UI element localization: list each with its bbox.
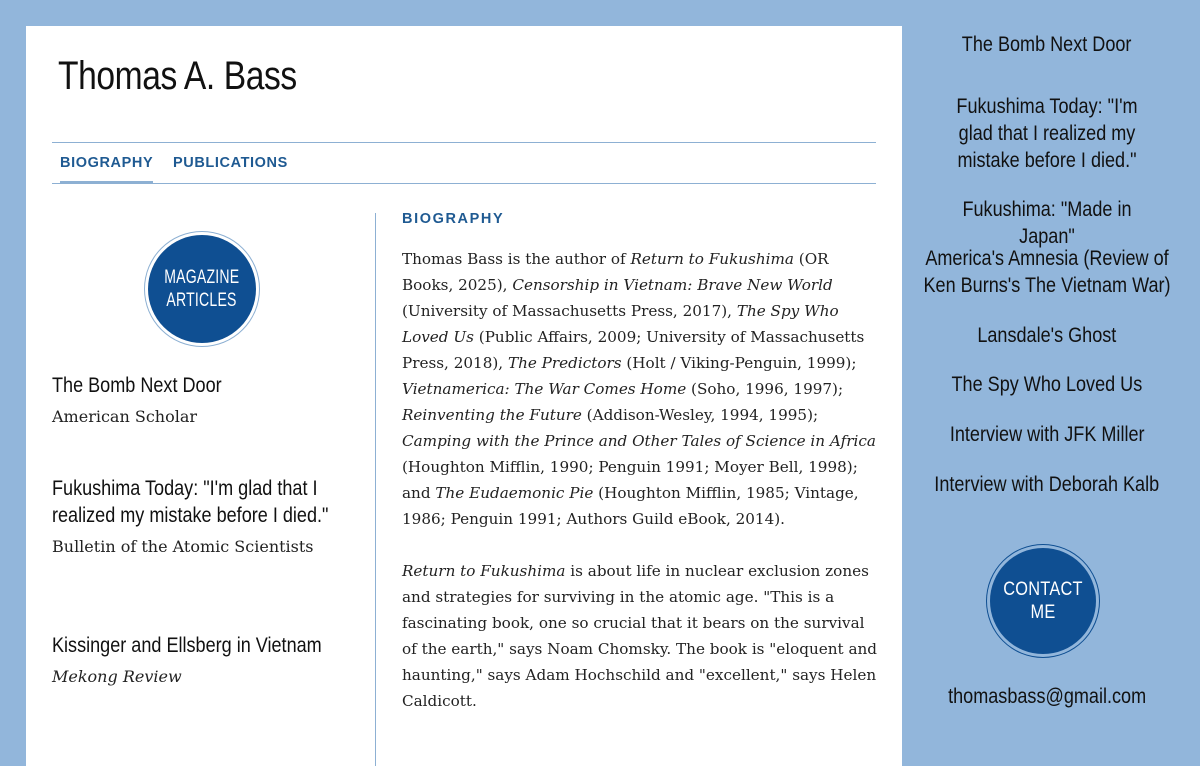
- sidebar: [916, 0, 1178, 740]
- contact-me-button[interactable]: [990, 548, 1096, 654]
- sidebar-link-interview-jfk-miller[interactable]: Interview with JFK Miller: [949, 423, 1145, 446]
- badge-line-1: MAGAZINE: [164, 267, 240, 288]
- article-source: Mekong Review: [52, 667, 182, 686]
- magazine-articles-badge[interactable]: [148, 235, 256, 343]
- sidebar-link-made-in-japan[interactable]: Fukushima: "Made in Japan": [962, 198, 1132, 248]
- site-title[interactable]: Thomas A. Bass: [58, 54, 297, 98]
- column-divider: [375, 213, 376, 766]
- article-source: Bulletin of the Atomic Scientists: [52, 537, 314, 556]
- sidebar-link-americas-amnesia[interactable]: America's Amnesia (Review of Ken Burns's The Vietnam War): [923, 247, 1171, 297]
- contact-me-label: CONTACT ME: [1003, 579, 1083, 623]
- article-title[interactable]: Kissinger and Ellsberg in Vietnam: [52, 634, 322, 657]
- biography-paragraph-1: Thomas Bass is the author of Return to Fukushima (OR Books, 2025), Censorship in Vietnam: Brave New World (University of Massachusetts Press, 2017), The Spy Who Loved Us (Public Affairs, 2009; University of Massachusetts Press, 2018), The Predictors (Holt / Viking-Penguin, 1999); Vietnamerica: The War Comes Home (Soho, 1996, 1997); Reinventing the Future (Addison-Wesley, 1994, 1995); Camping with the Prince and Other Tales of Science in Africa (Houghton Mifflin, 1990; Penguin 1991; Moyer Bell, 1998); and The Eudaemonic Pie (Houghton Mifflin, 1985; Vintage, 1986; Penguin 1991; Authors Guild eBook, 2014).: [402, 250, 876, 528]
- main-content-panel: [26, 26, 902, 766]
- email-link[interactable]: thomasbass@gmail.com: [947, 685, 1146, 708]
- tab-biography[interactable]: BIOGRAPHY: [60, 143, 153, 184]
- biography-text: [402, 246, 880, 740]
- article-title[interactable]: Fukushima Today: "I'm glad that I realized my mistake before I died.": [52, 477, 329, 527]
- sidebar-link-fukushima-today[interactable]: Fukushima Today: "I'm glad that I realized my mistake before I died.": [956, 95, 1138, 172]
- article-title[interactable]: The Bomb Next Door: [52, 374, 222, 397]
- article-item: [52, 632, 352, 686]
- sidebar-link-interview-deborah-kalb[interactable]: Interview with Deborah Kalb: [934, 473, 1160, 496]
- tab-bar: [52, 142, 876, 184]
- sidebar-link-spy-who-loved-us[interactable]: The Spy Who Loved Us: [951, 373, 1143, 396]
- badge-line-2: ARTICLES: [166, 290, 238, 311]
- article-item: [52, 475, 352, 556]
- tab-publications[interactable]: PUBLICATIONS: [173, 155, 288, 171]
- biography-heading: BIOGRAPHY: [402, 211, 505, 227]
- article-item: [52, 372, 352, 426]
- biography-paragraph-2: Return to Fukushima is about life in nuclear exclusion zones and strategies for surviving in the atomic age. "This is a fascinating book, one so crucial that it bears on the survival of the earth," says Noam Chomsky. The book is "eloquent and haunting," says Adam Hochschild and "excellent," says Helen Caldicott.: [402, 562, 878, 710]
- sidebar-link-lansdales-ghost[interactable]: Lansdale's Ghost: [977, 324, 1117, 347]
- sidebar-link-bomb-next-door[interactable]: The Bomb Next Door: [962, 33, 1132, 56]
- article-source: American Scholar: [52, 407, 198, 426]
